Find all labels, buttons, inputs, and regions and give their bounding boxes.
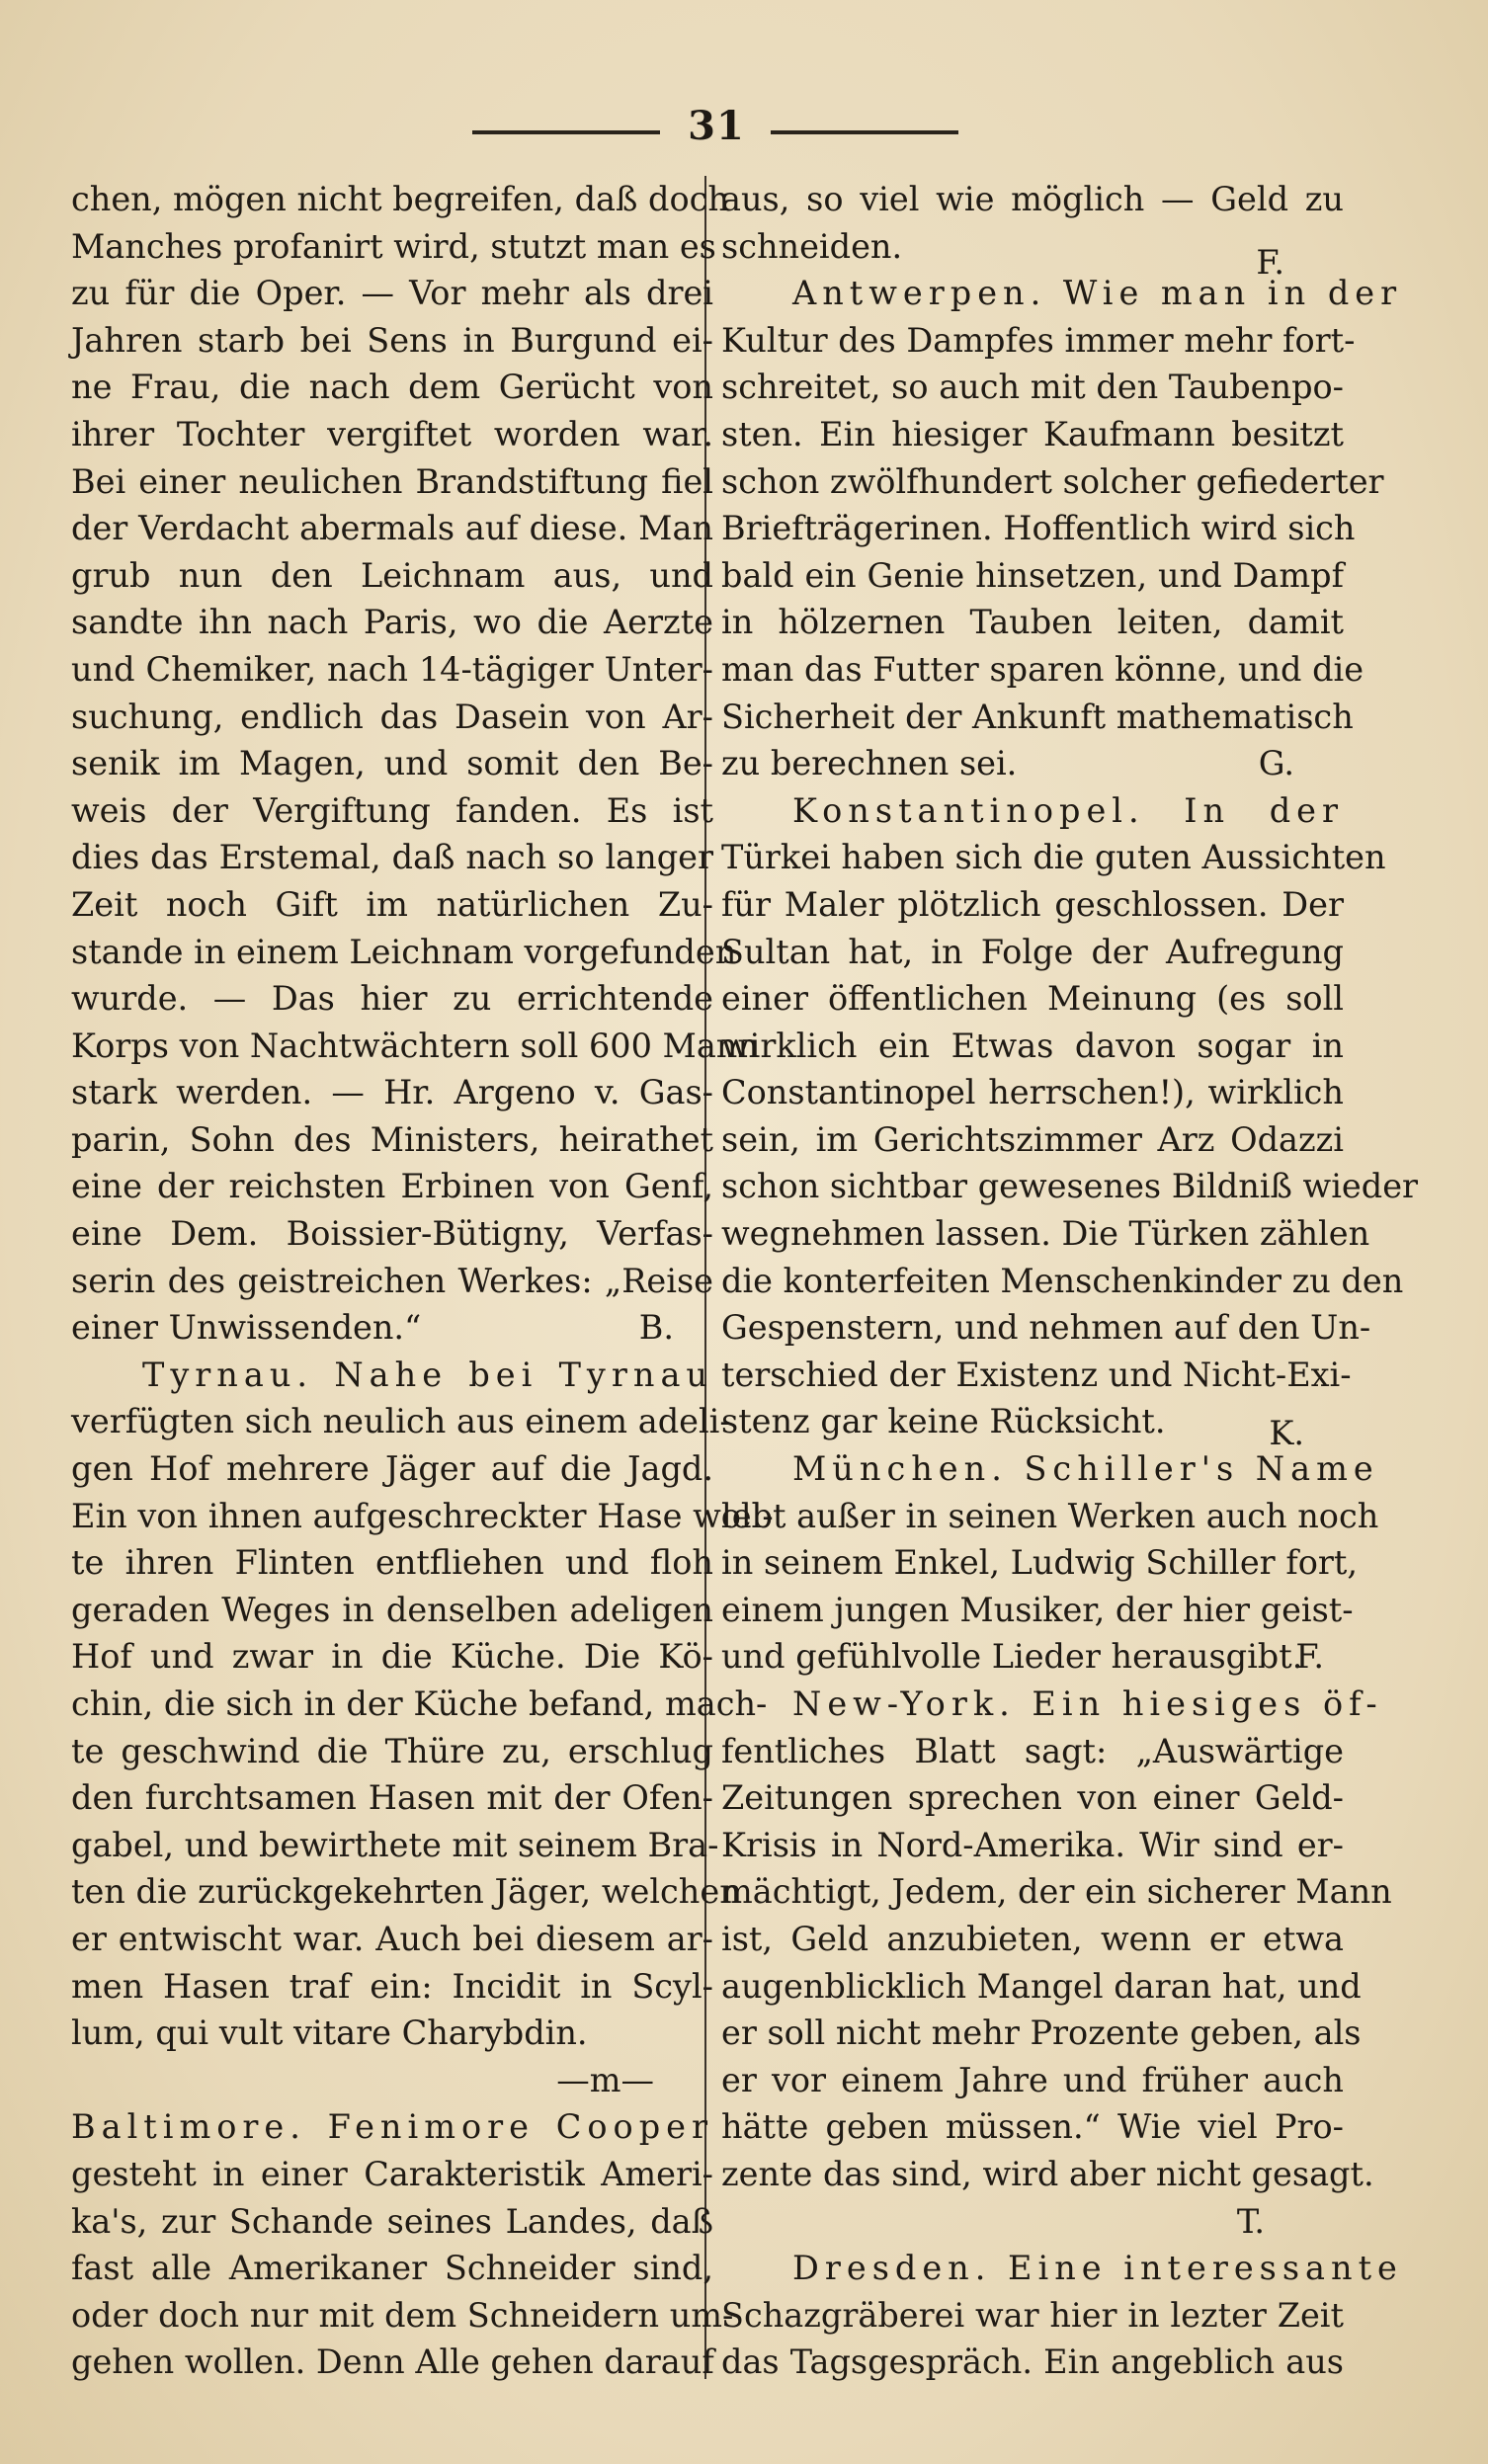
right-column — [721, 176, 1419, 2386]
text-line: verfügten sich neulich aus einem adeli- — [71, 1402, 731, 1441]
text-line: aus, so viel wie möglich — Geld zu — [721, 180, 1344, 218]
text-line: Zeitungen sprechen von einer Geld- — [721, 1778, 1344, 1818]
text-line: und Chemiker, nach 14-tägiger Unter- — [71, 649, 713, 689]
text-line: der Verdacht abermals auf diese. Man — [71, 509, 713, 548]
text-line: wurde. — Das hier zu errichtende — [71, 979, 713, 1019]
text-line: Bei einer neulichen Brandstiftung fiel — [71, 461, 713, 501]
text-line: eine der reichsten Erbinen von Genf, — [71, 1167, 713, 1206]
text-line: serin des geistreichen Werkes: „Reise — [71, 1261, 713, 1300]
text-line: stande in einem Leichnam vorgefunden — [71, 932, 737, 971]
text-line — [721, 1633, 1344, 1681]
article-heading: Baltimore. Fenimore Cooper — [71, 2107, 713, 2147]
text-line: in hölzernen Tauben leiten, damit — [721, 603, 1344, 642]
article-signature: B. — [638, 1308, 674, 1348]
text-line: ka's, zur Schande seines Landes, daß — [71, 2201, 713, 2241]
text-line: er vor einem Jahre und früher auch — [721, 2060, 1344, 2099]
text-line: augenblicklich Mangel daran hat, und — [721, 1966, 1362, 2006]
text-line: wegnehmen lassen. Die Türken zählen — [721, 1214, 1370, 1254]
text-line: lum, qui vult vitare Charybdin. — [71, 2013, 588, 2053]
text-line — [721, 1398, 1344, 1453]
text-line: geraden Weges in denselben adeligen — [71, 1590, 713, 1629]
text-line: suchung, endlich das Dasein von Ar- — [71, 697, 713, 736]
article-signature: —m— — [556, 2060, 654, 2099]
text-line: die konterfeiten Menschenkinder zu den — [721, 1261, 1404, 1300]
text-line: Sicherheit der Ankunft mathematisch — [721, 697, 1354, 736]
text-line: Sultan hat, in Folge der Aufregung — [721, 932, 1344, 971]
text-line: dies das Erstemal, daß nach so langer — [71, 838, 713, 877]
text-line: schon zwölfhundert solcher gefiederter — [721, 461, 1384, 501]
text-line: Hof und zwar in die Küche. Die Kö- — [71, 1637, 713, 1677]
text-line: Gespenstern, und nehmen auf den Un- — [721, 1308, 1371, 1348]
text-line: grub nun den Leichnam aus, und — [71, 555, 713, 595]
text-line: Ein von ihnen aufgeschreckter Hase woll- — [71, 1496, 774, 1535]
article-signature: T. — [1236, 2201, 1265, 2241]
text-line: Türkei haben sich die guten Aussichten — [721, 838, 1386, 877]
text-line: gabel, und bewirthete mit seinem Bra- — [71, 1825, 719, 1864]
text-line: einem jungen Musiker, der hier geist- — [721, 1590, 1354, 1629]
text-line: sten. Ein hiesiger Kaufmann besitzt — [721, 414, 1344, 453]
text-line: zu für die Oper. — Vor mehr als drei — [71, 274, 713, 313]
left-column — [71, 176, 774, 2386]
text-line: bald ein Genie hinsetzen, und Dampf — [721, 555, 1344, 595]
text-line: ihrer Tochter vergiftet worden war. — [71, 414, 713, 453]
text-line: terschied der Existenz und Nicht-Exi- — [721, 1355, 1352, 1394]
text-line — [71, 1304, 713, 1352]
text-line — [721, 740, 1344, 787]
text-line: chin, die sich in der Küche befand, mach- — [71, 1684, 768, 1723]
text-line: gen Hof mehrere Jäger auf die Jagd. — [71, 1449, 713, 1489]
text-line: Schazgräberei war hier in lezter Zeit — [721, 2295, 1344, 2335]
text-line: zente das sind, wird aber nicht gesagt. — [721, 2154, 1374, 2193]
text-line: fentliches Blatt sagt: „Auswärtige — [721, 1731, 1344, 1770]
text-line: senik im Magen, und somit den Be- — [71, 744, 713, 783]
text-line: ist, Geld anzubieten, wenn er etwa — [721, 1919, 1344, 1958]
text-line-content: und gefühlvolle Lieder herausgibt. — [721, 1637, 1303, 1677]
text-line: schon sichtbar gewesenes Bildniß wieder — [721, 1167, 1419, 1206]
text-line: einer öffentlichen Meinung (es soll — [721, 979, 1344, 1019]
text-line: er entwischt war. Auch bei diesem ar- — [71, 1919, 713, 1958]
text-line: fast alle Amerikaner Schneider sind, — [71, 2249, 713, 2288]
text-line: Jahren starb bei Sens in Burgund ei- — [71, 320, 713, 360]
text-line: in seinem Enkel, Ludwig Schiller fort, — [721, 1543, 1359, 1583]
text-line: Kultur des Dampfes immer mehr fort- — [721, 320, 1356, 360]
text-line-content: stenz gar keine Rücksicht. — [721, 1402, 1166, 1441]
text-line: schreitet, so auch mit den Taubenpo- — [721, 368, 1344, 407]
text-line-content: einer Unwissenden.“ — [71, 1308, 422, 1348]
article-signature: K. — [1269, 1414, 1304, 1453]
article-heading: Tyrnau. Nahe bei Tyrnau — [142, 1355, 713, 1394]
article-signature: F. — [1295, 1637, 1324, 1677]
text-line: weis der Vergiftung fanden. Es ist — [71, 790, 713, 830]
text-line: gesteht in einer Carakteristik Ameri- — [71, 2154, 713, 2193]
text-line: mächtigt, Jedem, der ein sicherer Mann — [721, 1872, 1392, 1912]
article-heading: Konstantinopel. In der — [792, 790, 1344, 830]
text-line: Krisis in Nord-Amerika. Wir sind er- — [721, 1825, 1344, 1864]
text-line-content: zu berechnen sei. — [721, 744, 1018, 783]
header-rule-left — [472, 130, 660, 134]
text-line: das Tagsgespräch. Ein angeblich aus — [721, 2342, 1344, 2382]
article-signature: G. — [1258, 744, 1294, 783]
text-line: sein, im Gerichtszimmer Arz Odazzi — [721, 1119, 1344, 1159]
text-line: Constantinopel herrschen!), wirklich — [721, 1073, 1344, 1112]
text-line: Manches profanirt wird, stutzt man es — [71, 226, 716, 266]
page-header — [0, 99, 1488, 158]
text-line: eine Dem. Boissier-Bütigny, Verfas- — [71, 1214, 713, 1254]
text-line: man das Futter sparen könne, und die — [721, 649, 1364, 689]
text-line: men Hasen traf ein: Incidit in Scyl- — [71, 1966, 713, 2006]
text-line: lebt außer in seinen Werken auch noch — [721, 1496, 1379, 1535]
text-line: chen, mögen nicht begreifen, daß doch — [71, 180, 729, 218]
text-line: ten die zurückgekehrten Jäger, welchen — [71, 1872, 741, 1912]
text-line: stark werden. — Hr. Argeno v. Gas- — [71, 1073, 713, 1112]
text-line: parin, Sohn des Ministers, heirathet — [71, 1119, 713, 1159]
text-line-content: schneiden. — [721, 226, 903, 266]
article-signature: F. — [1256, 242, 1284, 282]
text-line: sandte ihn nach Paris, wo die Aerzte — [71, 603, 713, 642]
text-line: Korps von Nachtwächtern soll 600 Mann — [71, 1026, 759, 1065]
text-line: Zeit noch Gift im natürlichen Zu- — [71, 884, 713, 924]
text-line: te geschwind die Thüre zu, erschlug — [71, 1731, 713, 1770]
header-rule-right — [771, 130, 958, 134]
text-line: wirklich ein Etwas davon sogar in — [721, 1026, 1344, 1065]
text-line: te ihren Flinten entfliehen und floh — [71, 1543, 713, 1583]
article-heading: Antwerpen. Wie man in der — [792, 274, 1403, 313]
text-line: hätte geben müssen.“ Wie viel Pro- — [721, 2107, 1344, 2147]
text-line: für Maler plötzlich geschlossen. Der — [721, 884, 1344, 924]
text-line: gehen wollen. Denn Alle gehen darauf — [71, 2342, 714, 2382]
text-line: ne Frau, die nach dem Gerücht von — [71, 368, 713, 407]
article-heading: München. Schiller's Name — [792, 1449, 1379, 1489]
article-heading: New-York. Ein hiesiges öf- — [792, 1684, 1383, 1723]
text-line: Briefträgerinen. Hoffentlich wird sich — [721, 509, 1356, 548]
text-line — [721, 223, 1344, 282]
text-line: er soll nicht mehr Prozente geben, als — [721, 2013, 1362, 2053]
article-heading: Dresden. Eine interessante — [792, 2249, 1403, 2288]
text-line: den furchtsamen Hasen mit der Ofen- — [71, 1778, 713, 1818]
text-line: oder doch nur mit dem Schneidern um- — [71, 2295, 734, 2335]
page-number: 31 — [688, 103, 745, 149]
